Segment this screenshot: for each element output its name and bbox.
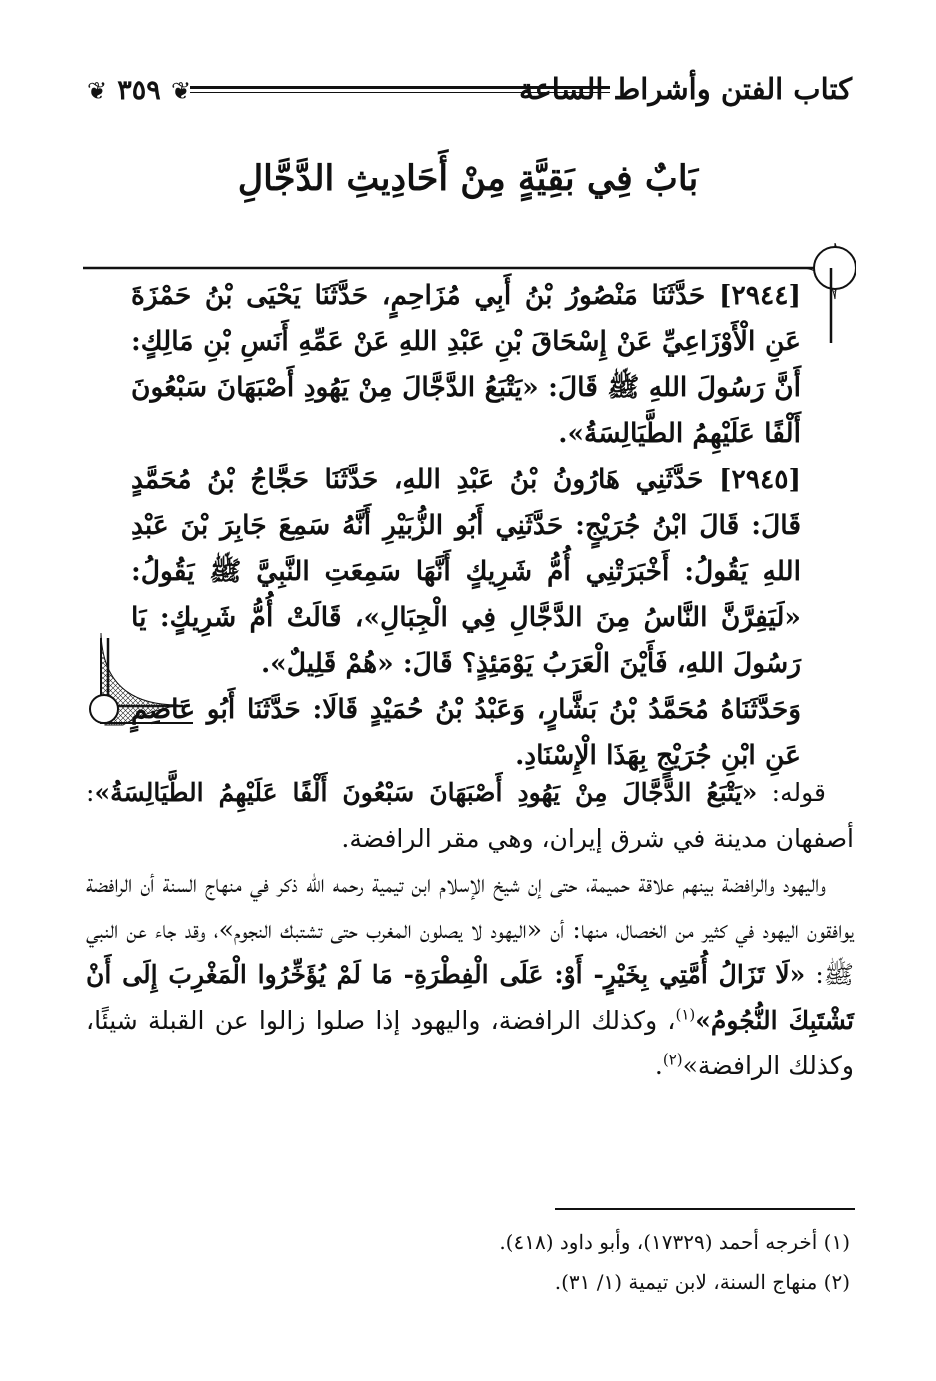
hadith-chain-note: وَحَدَّثَنَاهُ مُحَمَّدُ بْنُ بَشَّارٍ، وَعَبْدُ بْنُ حُمَيْدٍ قَالَا: حَدَّثَنَا أَبُو عَاصِمٍ عَنِ ابْنِ جُرَيْجٍ بِهَذَا الْإِسْنَادِ. (131, 694, 801, 771)
footnote-2: (٢) منهاج السنة، لابن تيمية (١/ ٣١). (554, 1270, 850, 1294)
page-number-badge (86, 68, 192, 114)
hadith-2945: [٢٩٤٥] حَدَّثَنِي هَارُونُ بْنُ عَبْدِ اللهِ، حَدَّثَنَا حَجَّاجُ بْنُ مُحَمَّدٍ قَالَ: قَالَ ابْنُ جُرَيْجٍ: حَدَّثَنِي أَبُو الزُّبَيْرِ أَنَّهُ سَمِعَ جَابِرَ بْنَ عَبْدِ اللهِ يَقُولُ: أَخْبَرَتْنِي أُمُّ شَرِيكٍ أَنَّهَا سَمِعَتِ النَّبِيَّ ﷺ يَقُولُ: «لَيَفِرَّنَّ النَّاسُ مِنَ الدَّجَّالِ فِي الْجِبَالِ»، قَالَتْ أُمُّ شَرِيكٍ: يَا رَسُولَ اللهِ، فَأَيْنَ الْعَرَبُ يَوْمَئِذٍ؟ قَالَ: «هُمْ قَلِيلٌ». (131, 464, 801, 679)
commentary-paragraph (86, 861, 854, 1089)
footnote-divider (555, 1208, 855, 1210)
commentary-text: ، وكذلك الرافضة، واليهود إذا صلوا زالوا عن القبلة شيئًا، وكذلك الرافضة» (86, 1005, 854, 1080)
commentary-text: . (654, 1051, 663, 1080)
footnote-ref[interactable]: (٢) (662, 1050, 683, 1069)
hadith-2944: [٢٩٤٤] حَدَّثَنَا مَنْصُورُ بْنُ أَبِي مُزَاحِمٍ، حَدَّثَنَا يَحْيَى بْنُ حَمْزَةَ عَنِ الْأَوْزَاعِيِّ عَنْ إِسْحَاقَ بْنِ عَبْدِ اللهِ عَنْ عَمِّهِ أَنَسِ بْنِ مَالِكٍ: أَنَّ رَسُولَ اللهِ ﷺ قَالَ: «يَتْبَعُ الدَّجَّالَ مِنْ يَهُودِ أَصْبَهَانَ سَبْعُونَ أَلْفًا عَلَيْهِمُ الطَّيَالِسَةُ». (131, 280, 801, 449)
floral-ornament-icon: ❦ (170, 77, 192, 105)
commentary-text: واليهود والرافضة بينهم علاقة حميمة، حتى إن شيخ الإسلام ابن تيمية رحمه الله ذكر في منهاج السنة أن الرافضة يوافقون اليهود في كثير من الخصال، منها: أن «اليهود لا يصلون المغرب حتى تشتبك النجوم»، وقد جاء عن النبي ﷺ: (86, 869, 854, 989)
footnote-ref[interactable]: (١) (675, 1005, 696, 1024)
hadith-quote: «يَتْبَعُ الدَّجَّالَ مِنْ يَهُودِ أَصْبَهَانَ سَبْعُونَ أَلْفًا عَلَيْهِمُ الطَّيَالِسَةُ» (94, 778, 758, 807)
book-title: كتاب الفتن وأشراط الساعة (518, 72, 852, 106)
page-number: ٣٥٩ (117, 75, 161, 106)
footnotes (150, 1222, 850, 1302)
commentary (86, 770, 854, 1089)
header-rule (190, 86, 610, 94)
floral-ornament-icon: ❦ (86, 77, 108, 105)
hadith-quote: «لَا تَزَالُ أُمَّتِي بِخَيْرٍ- أَوْ: عَلَى الْفِطْرَةِ- مَا لَمْ يُؤَخِّرُوا الْمَغْرِبَ إِلَى أَنْ تَشْتَبِكَ النُّجُومُ» (86, 960, 854, 1035)
commentary-text: : أصفهان مدينة في شرق إيران، وهي مقر الرافضة. (86, 778, 854, 853)
commentary-lead: قوله: (757, 778, 826, 807)
chapter-title: بَابٌ فِي بَقِيَّةٍ مِنْ أَحَادِيثِ الدَّجَّالِ (237, 158, 699, 199)
footnote-1: (١) أخرجه أحمد (١٧٣٢٩)، وأبو داود (٤١٨). (499, 1230, 850, 1254)
hadith-block (83, 243, 856, 771)
commentary-paragraph (86, 770, 854, 861)
